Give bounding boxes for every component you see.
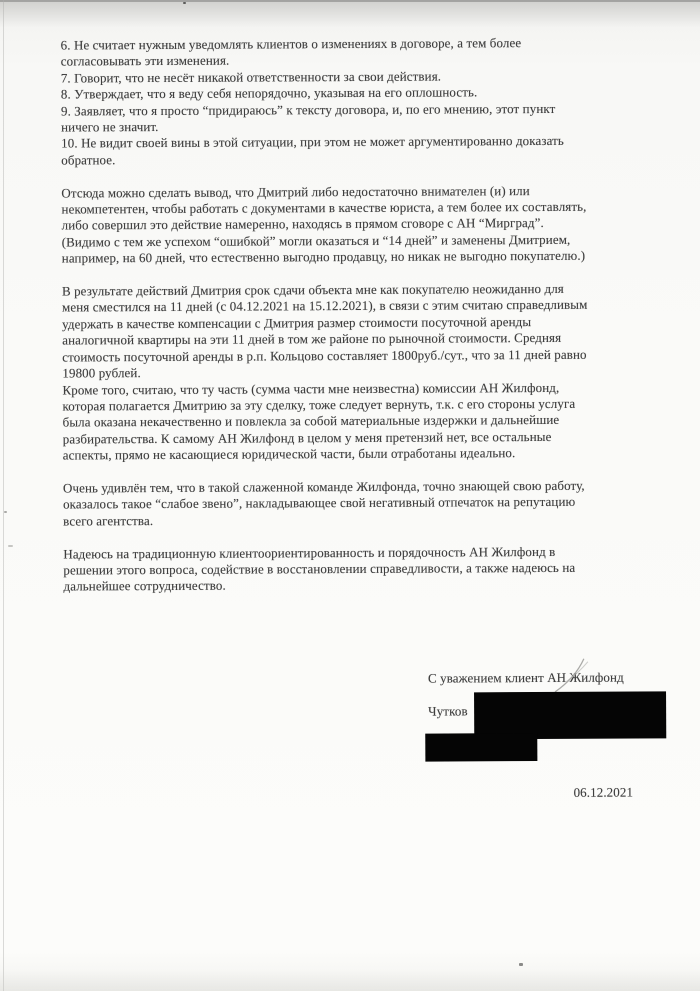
signature-closing-line: С уважением клиент АН Жилфонд [427, 669, 624, 686]
redaction-box-upper [474, 691, 666, 739]
signature-surname: Чутков [428, 703, 468, 719]
redaction-box-lower [425, 733, 537, 762]
letter-body [61, 34, 674, 611]
document-date: 06.12.2021 [573, 784, 634, 800]
body-paragraph-conclusion: Отсюда можно сделать вывод, что Дмитрий либо недостаточно внимателен (и) или некомпетентен, чтобы работать с документами в качестве юриста, а тем более их составлять, либо совершил это действие намеренно, находясь в прямом сговоре с АН “Мирград”. (Видимо с тем же успехом “ошибкой” могли оказаться и “14 дней” и заменены Дмитрием, например, на 60 дней, что естественно выгодно продавцу, но никак не выгодно покупателю.) [61, 182, 587, 266]
body-paragraph-surprise: Очень удивлён тем, что в такой слаженной команде Жилфонда, точно знающей свою работу, оказалось такое “слабое звено”, накладывающее свой негативный отпечаток на репутацию всего агентства. [62, 477, 585, 529]
body-paragraph-hope: Надеюсь на традиционную клиентоориентированность и порядочность АН Жилфонд в решении этого вопроса, содействие в восстановлении справедливости, а также надеюсь на дальнейшее сотрудничество. [63, 543, 576, 594]
body-paragraph-numbered-claims: 6. Не считает нужным уведомлять клиентов о изменениях в договоре, а тем более согласовывать эти изменения. 7. Говорит, что не несёт никакой ответственности за свои действия. 8. Утверждает, что я веду себя непорядочно, указывая на его оплошность. 9. Заявляет, что я просто “придираюсь” к тексту договора, и, по его мнению, этот пункт ничего не значит. 10. Не видит своей вины в этой ситуации, при этом не может аргументированно доказать обратное. [60, 35, 564, 168]
body-paragraph-compensation: В результате действий Дмитрия срок сдачи объекта мне как покупателю неожиданно для меня сместился на 11 дней (с 04.12.2021 на 15.12.2021), в связи с этим считаю справедливым удержать в качестве компенсации с Дмитрия размер стоимости посуточной аренды аналогичной квартиры на эти 11 дней в том же районе по рыночной стоимости. Средняя стоимость посуточной аренды в р.п. Кольцово составляет 1800руб./сут., что за 11 дней равно 19800 рублей. Кроме того, считаю, что ту часть (сумма части мне неизвестна) комиссии АН Жилфонд, которая полагается Дмитрию за эту сделку, тоже следует вернуть, т.к. с его стороны услуга была оказана некачественно и повлекла за собой материальные издержки и дальнейшие разбирательства. К самому АН Жилфонд в целом у меня претензий нет, все остальные аспекты, прямо не касающиеся юридической части, были отработаны идеально. [61, 280, 588, 463]
